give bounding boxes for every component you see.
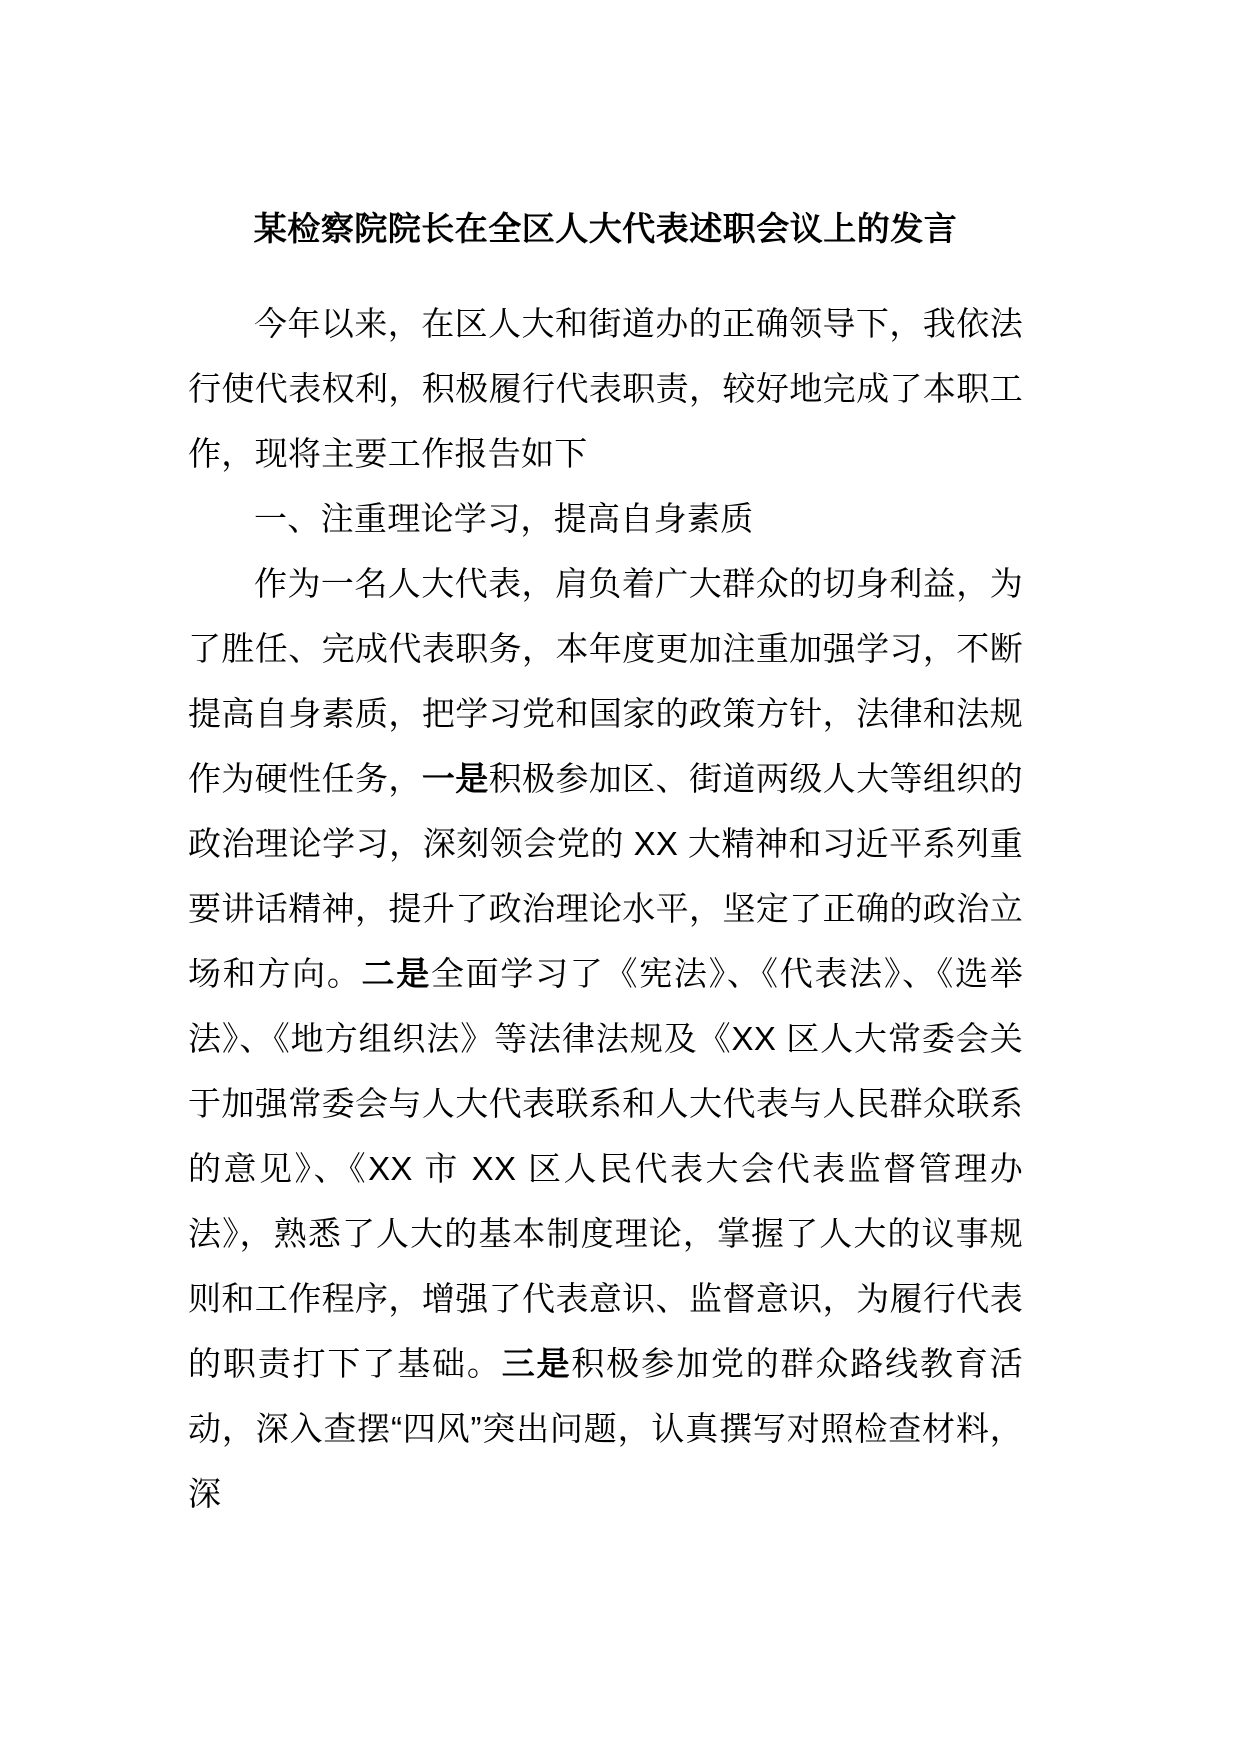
text-run: 全面学习了《宪法》、《代表法》、《选举法》、《地方组织法》等法律法规及《XX 区人大常委会关于加强常委会与人大代表联系和人大代表与人民群众联系的意见》、《XX 市 XX 区人民代表大会代表监督管理办法》，熟悉了人大的基本制度理论，掌握了人大的议事规则和工作程序，增强了代表意识、监督意识，为履行代表的职责打下了基础。 — [188, 955, 1024, 1382]
document-title: 某检察院院长在全区人大代表述职会议上的发言 — [253, 210, 958, 247]
bold-text-run: 三是 — [501, 1345, 572, 1382]
text-run: 积极参加党的群众路线教育活动，深入查摆“四风”突出问题，认真撰写对照检查材料，深 — [188, 1345, 1023, 1512]
document-content — [188, 196, 1023, 1526]
bold-text-run: 二是 — [361, 955, 431, 992]
text-run: 今年以来，在区人大和街道办的正确领导下，我依法行使代表权利，积极履行代表职责，较好地完成了本职工作，现将主要工作报告如下 — [188, 305, 1023, 472]
paragraph — [188, 551, 1023, 1526]
document-body — [188, 291, 1023, 1526]
text-run: 一、注重理论学习，提高自身素质 — [254, 500, 754, 537]
text-run: 作为一名人大代表，肩负着广大群众的切身利益，为了胜任、完成代表职务，本年度更加注重加强学习，不断提高自身素质，把学习党和国家的政策方针，法律和法规作为硬性任务， — [188, 565, 1023, 797]
section-heading — [188, 486, 1023, 551]
text-run: 积极参加区、街道两级人大等组织的政治理论学习，深刻领会党的 XX 大精神和习近平系列重要讲话精神，提升了政治理论水平，坚定了正确的政治立场和方向。 — [188, 760, 1023, 992]
bold-text-run: 一是 — [421, 760, 489, 797]
paragraph — [188, 291, 1023, 486]
